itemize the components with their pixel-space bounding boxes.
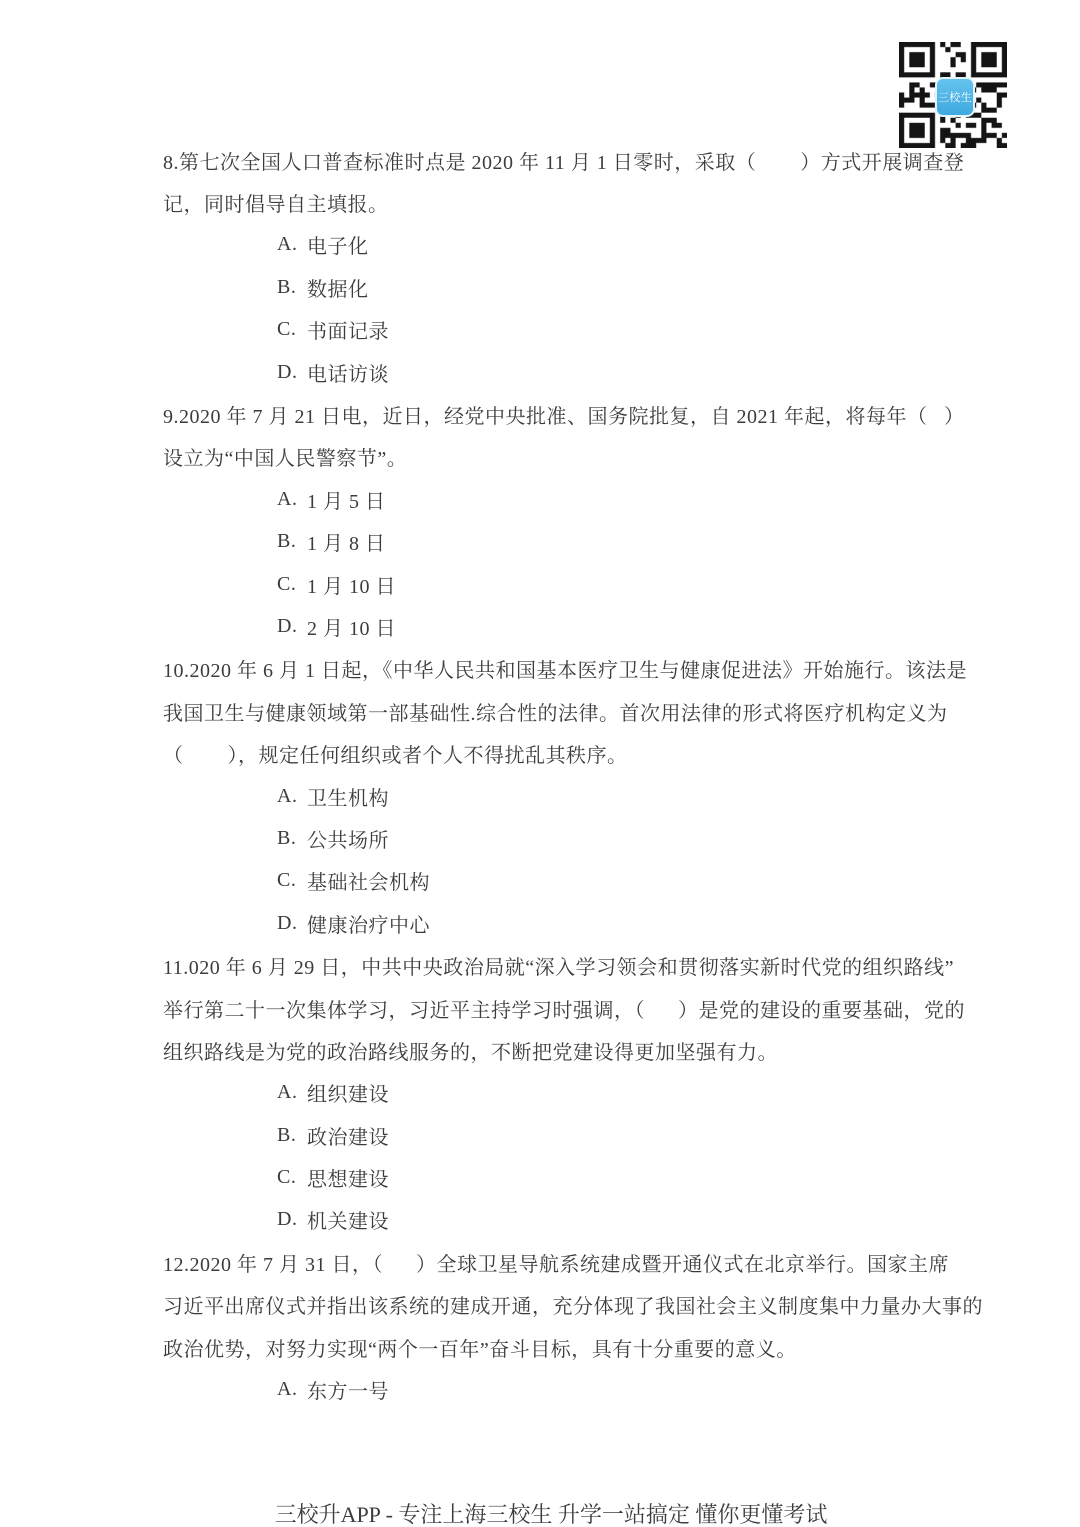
- option-row: [163, 902, 933, 944]
- question-text-line: 组织路线是为党的政治路线服务的，不断把党建设得更加坚强有力。: [163, 1041, 778, 1064]
- question-text-line: 举行第二十一次集体学习，习近平主持学习时强调，（ ）是党的建设的重要基础，党的: [163, 999, 965, 1022]
- option-text: 2 月 10 日: [307, 617, 396, 640]
- option-row: [163, 266, 933, 308]
- option-letter: B.: [277, 826, 297, 849]
- question-11: [163, 944, 965, 1241]
- option-row: [163, 563, 933, 605]
- option-text: 政治建设: [307, 1126, 389, 1149]
- question-text-line: 8.第七次全国人口普查标准时点是 2020 年 11 月 1 日零时，采取（ ）方式开展调查登: [163, 151, 965, 174]
- option-row: [163, 860, 933, 902]
- question-text-line: 11.020 年 6 月 29 日，中共中央政治局就“深入学习领会和贯彻落实新时代党的组织路线”: [163, 957, 955, 980]
- option-text: 电话访谈: [307, 363, 389, 386]
- option-row: [163, 1156, 933, 1198]
- option-text: 健康治疗中心: [307, 914, 430, 937]
- question-8: [163, 139, 965, 393]
- option-letter: A.: [277, 1378, 298, 1401]
- option-row: [163, 1199, 933, 1241]
- option-text: 思想建设: [307, 1169, 389, 1192]
- option-text: 数据化: [307, 278, 369, 301]
- app-footer: [0, 1452, 1080, 1527]
- option-text: 1 月 8 日: [307, 533, 386, 556]
- option-text: 组织建设: [307, 1084, 389, 1107]
- option-letter: D.: [277, 1208, 298, 1231]
- option-row: [163, 1072, 933, 1114]
- qr-code: [899, 42, 1007, 148]
- option-row: [163, 775, 933, 817]
- option-row: [163, 1368, 933, 1410]
- questions-area: [163, 139, 983, 1411]
- option-letter: C.: [277, 572, 297, 595]
- option-letter: B.: [277, 275, 297, 298]
- option-letter: B.: [277, 1123, 297, 1146]
- option-row: [163, 605, 933, 647]
- question-text-line: （ ），规定任何组织或者个人不得扰乱其秩序。: [163, 745, 628, 768]
- question-text-line: 9.2020 年 7 月 21 日电，近日，经党中央批准、国务院批复，自 2021 年起，将每年（ ）: [163, 406, 965, 429]
- option-text: 卫生机构: [307, 787, 389, 810]
- question-12: [163, 1241, 983, 1411]
- option-text: 公共场所: [307, 829, 389, 852]
- question-9: [163, 393, 965, 647]
- question-text-line: 我国卫生与健康领域第一部基础性.综合性的法律。首次用法律的形式将医疗机构定义为: [163, 702, 948, 725]
- option-letter: A.: [277, 233, 298, 256]
- option-row: [163, 309, 933, 351]
- option-row: [163, 224, 933, 266]
- question-text-line: 记，同时倡导自主填报。: [163, 194, 389, 217]
- option-text: 基础社会机构: [307, 872, 430, 895]
- question-10: [163, 648, 967, 945]
- question-text-line: 习近平出席仪式并指出该系统的建成开通，充分体现了我国社会主义制度集中力量办大事的: [163, 1296, 983, 1319]
- option-text: 机关建设: [307, 1211, 389, 1234]
- option-text: 电子化: [307, 236, 369, 259]
- option-letter: C.: [277, 869, 297, 892]
- question-text-line: 10.2020 年 6 月 1 日起，《中华人民共和国基本医疗卫生与健康促进法》开始施行。该法是: [163, 660, 967, 683]
- qr-logo-text: 三校生: [937, 92, 973, 104]
- question-text-line: 设立为“中国人民警察节”。: [163, 448, 408, 471]
- option-text: 书面记录: [307, 321, 389, 344]
- footer-text: 三校升APP - 专注上海三校生 升学一站搞定 懂你更懂考试: [274, 1502, 828, 1527]
- option-letter: B.: [277, 530, 297, 553]
- option-letter: A.: [277, 784, 298, 807]
- option-letter: A.: [277, 487, 298, 510]
- option-row: [163, 351, 933, 393]
- option-text: 东方一号: [307, 1381, 389, 1404]
- question-text-line: 政治优势，对努力实现“两个一百年”奋斗目标，具有十分重要的意义。: [163, 1338, 797, 1361]
- qr-logo: [935, 77, 975, 117]
- option-letter: C.: [277, 1166, 297, 1189]
- option-row: [163, 478, 933, 520]
- option-letter: D.: [277, 911, 298, 934]
- option-row: [163, 521, 933, 563]
- option-row: [163, 1114, 933, 1156]
- option-letter: C.: [277, 318, 297, 341]
- option-letter: D.: [277, 360, 298, 383]
- question-text-line: 12.2020 年 7 月 31 日，（ ）全球卫星导航系统建成暨开通仪式在北京举行。国家主席: [163, 1253, 949, 1276]
- option-letter: D.: [277, 614, 298, 637]
- option-text: 1 月 5 日: [307, 490, 386, 513]
- option-letter: A.: [277, 1081, 298, 1104]
- option-row: [163, 817, 933, 859]
- option-text: 1 月 10 日: [307, 575, 396, 598]
